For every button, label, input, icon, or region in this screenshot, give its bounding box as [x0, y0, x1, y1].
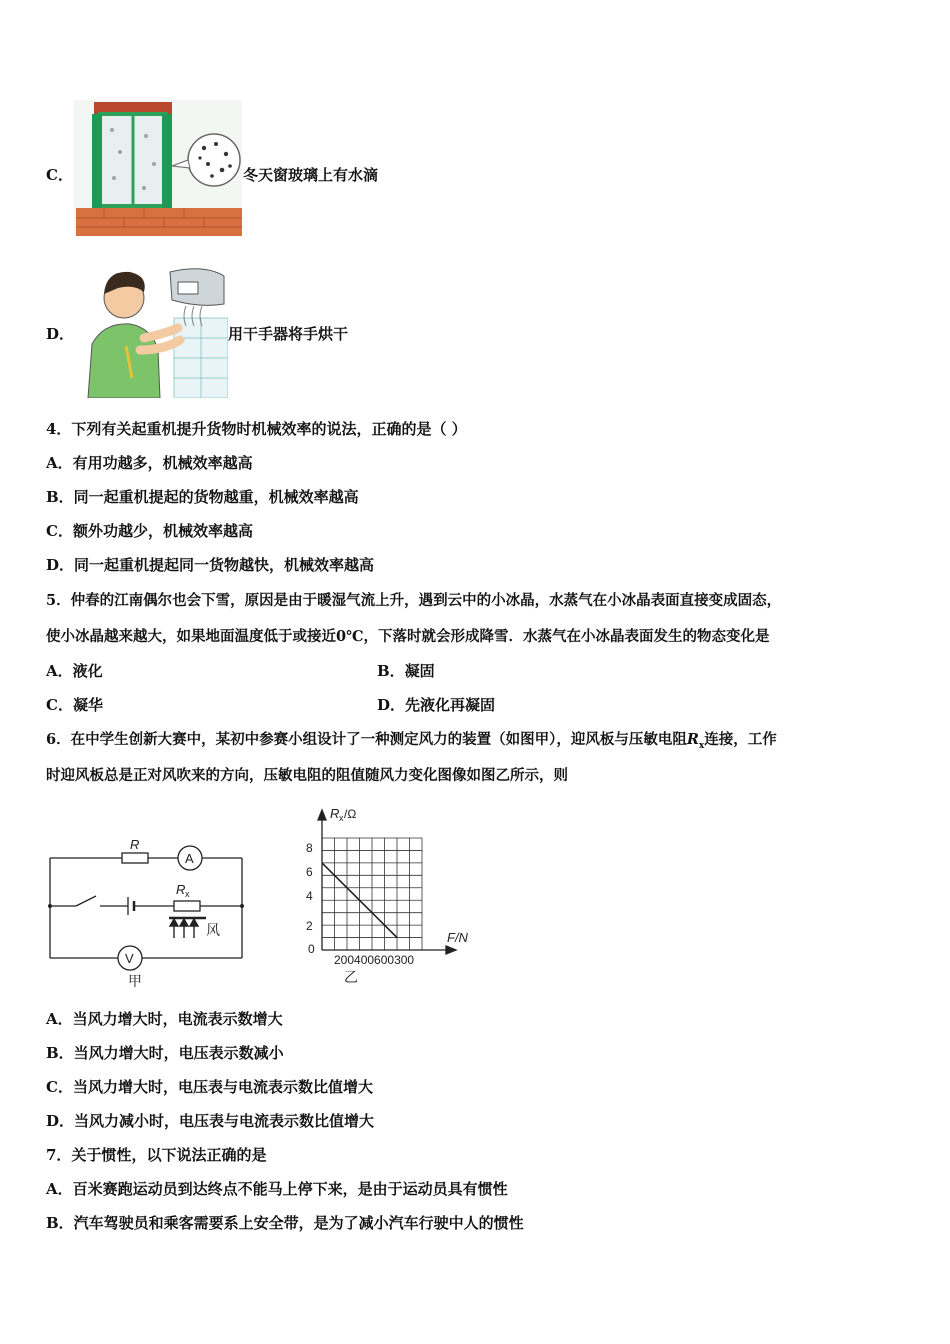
y-axis-arrow — [318, 810, 326, 820]
window-frost-illustration — [74, 100, 242, 236]
q6-option-b: B．当风力增大时，电压表示数减小 — [46, 1044, 284, 1062]
ammeter-label: A — [185, 851, 194, 866]
q3-option-c-label: C． — [46, 166, 73, 184]
q6-stem-line1 — [46, 730, 777, 756]
q4-option-a: A．有用功越多，机械效率越高 — [46, 454, 253, 472]
rx-force-graph — [300, 800, 480, 990]
circuit-diagram-svg — [44, 830, 254, 992]
circuit-caption: 甲 — [128, 973, 142, 989]
q7-option-b: B．汽车驾驶员和乘客需要系上安全带，是为了减小汽车行驶中人的惯性 — [46, 1214, 524, 1232]
q4-option-c: C．额外功越少，机械效率越高 — [46, 522, 253, 540]
rx-resistor-label: R — [176, 882, 186, 897]
x-axis-arrow — [446, 946, 456, 954]
graph-axes — [318, 810, 456, 954]
q3-option-d-text: 用干手器将手烘干 — [228, 325, 349, 343]
q7-option-a: A．百米赛跑运动员到达终点不能马上停下来，是由于运动员具有惯性 — [46, 1180, 508, 1198]
q5-option-d: D．先液化再凝固 — [377, 696, 496, 714]
q3-option-d-label: D． — [46, 325, 75, 343]
hand-dryer-image — [74, 258, 228, 398]
graph-x-label: F/N — [447, 930, 468, 945]
rx-symbol: R — [686, 731, 699, 748]
y-tick-2: 2 — [306, 919, 313, 933]
q5-stem-line1: 5．仲春的江南偶尔也会下雪，原因是由于暖湿气流上升，遇到云中的小冰晶，水蒸气在小冰晶表面直接变成固态， — [46, 592, 782, 609]
q6-option-a: A．当风力增大时，电流表示数增大 — [46, 1010, 283, 1028]
q6-option-c: C．当风力增大时，电压表与电流表示数比值增大 — [46, 1078, 373, 1096]
y-tick-0: 0 — [308, 942, 315, 956]
q3-option-c-text: 冬天窗玻璃上有水滴 — [243, 166, 379, 184]
x-tick-labels: 200400600300 — [334, 953, 415, 967]
q6-stem-line1-a: 6．在中学生创新大赛中，某初中参赛小组设计了一种测定风力的装置（如图甲），迎风板与压敏电阻 — [46, 731, 687, 748]
q5-option-c: C．凝华 — [46, 696, 103, 714]
graph-y-label: R — [330, 806, 340, 821]
q6-stem-line2: 时迎风板总是正对风吹来的方向，压敏电阻的阻值随风力变化图像如图乙所示，则 — [46, 767, 568, 784]
resistor-r-label: R — [130, 837, 140, 852]
graph-y-subscript: x — [339, 813, 344, 823]
rx-subscript: x — [698, 740, 705, 751]
q5-stem-line2: 使小冰晶越来越大，如果地面温度低于或接近0℃，下落时就会形成降雪．水蒸气在小冰晶表面发生的物态变化是 — [46, 628, 770, 645]
q6-option-d: D．当风力减小时，电压表与电流表示数比值增大 — [46, 1112, 375, 1130]
circuit-diagram — [44, 830, 254, 992]
q4-option-d: D．同一起重机提起同一货物越快，机械效率越高 — [46, 556, 375, 574]
y-tick-8: 8 — [306, 841, 313, 855]
graph-caption: 乙 — [344, 969, 358, 985]
q4-stem: 4．下列有关起重机提升货物时机械效率的说法，正确的是（ ） — [46, 420, 467, 438]
window-frost-image — [74, 100, 242, 236]
y-tick-6: 6 — [306, 865, 313, 879]
wind-label: 风 — [206, 922, 220, 938]
hand-dryer-illustration — [74, 258, 228, 398]
q5-option-b: B．凝固 — [377, 662, 435, 680]
q7-stem: 7．关于惯性，以下说法正确的是 — [46, 1146, 267, 1164]
rx-force-graph-svg — [300, 800, 480, 990]
voltmeter-label: V — [125, 951, 134, 966]
q6-stem-line1-b: 连接，工作 — [704, 731, 777, 748]
q4-option-b: B．同一起重机提起的货物越重，机械效率越高 — [46, 488, 359, 506]
y-tick-4: 4 — [306, 889, 313, 903]
q5-option-a: A．液化 — [46, 662, 103, 680]
graph-grid — [322, 838, 422, 950]
rx-resistor-subscript: x — [185, 889, 190, 899]
graph-y-unit: /Ω — [344, 807, 357, 821]
